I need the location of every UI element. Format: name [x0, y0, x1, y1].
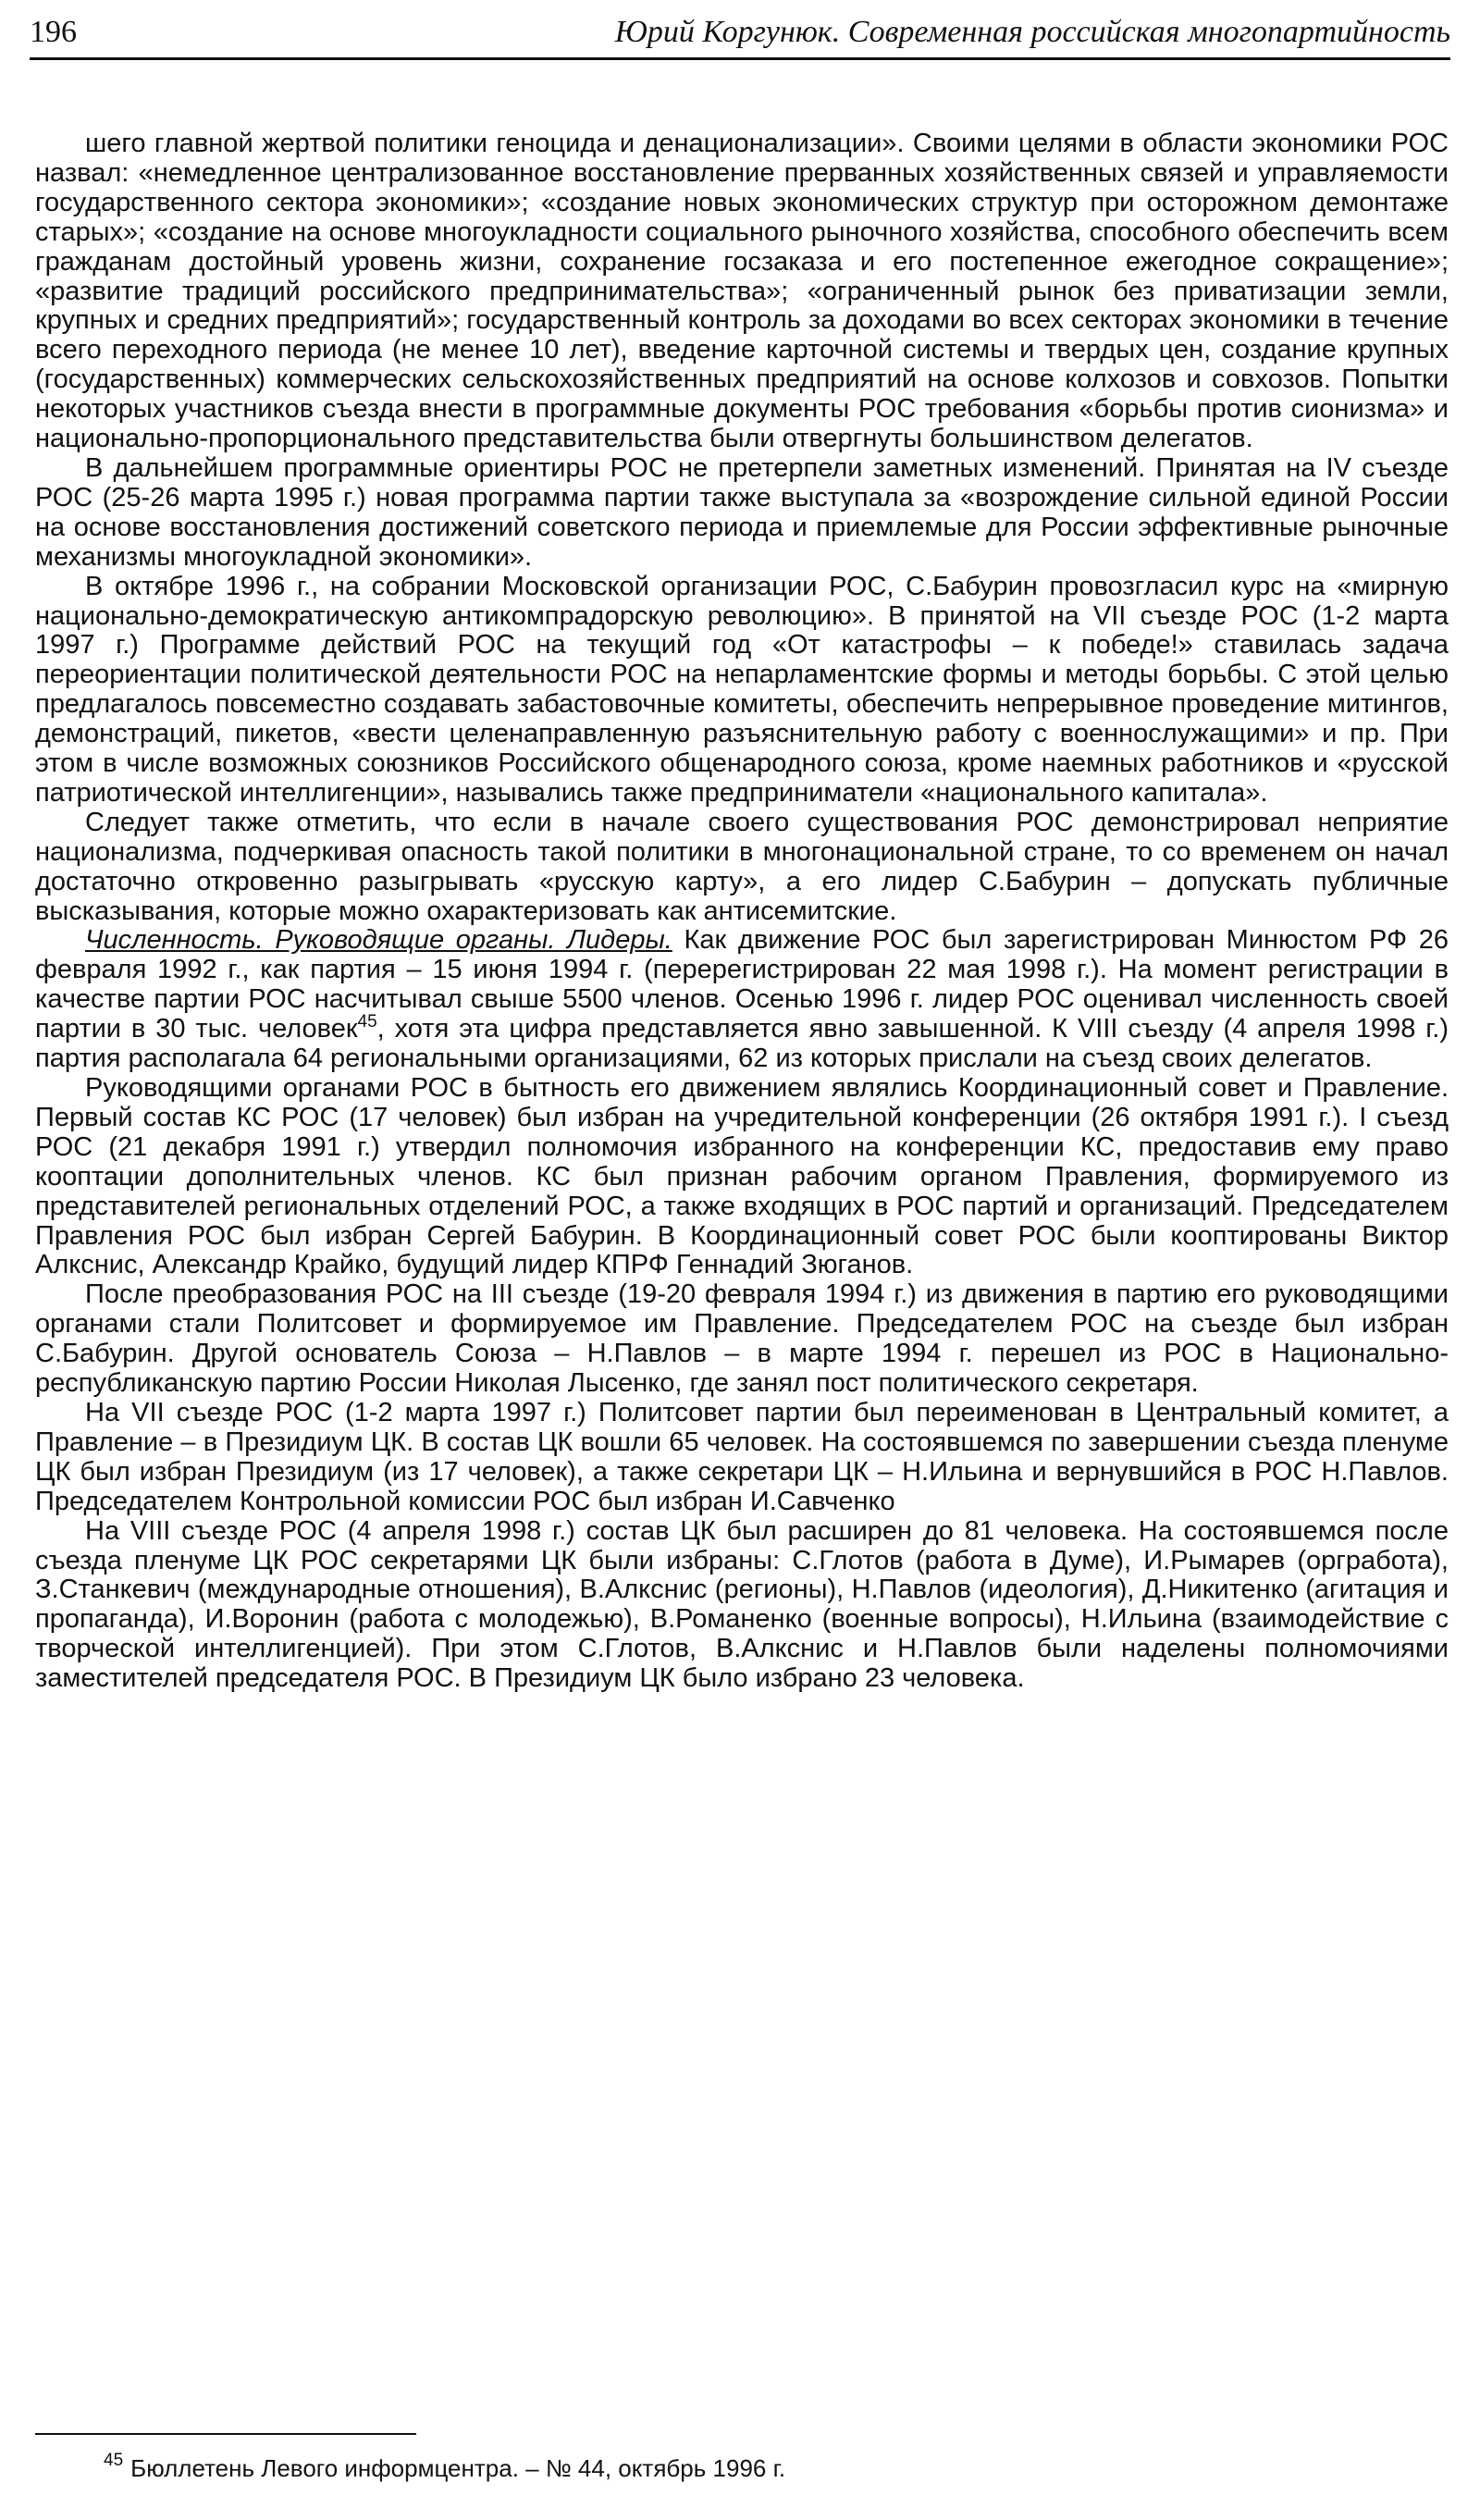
footnote-separator — [35, 2433, 416, 2435]
paragraph-5 — [35, 926, 1449, 1074]
paragraph-8: На VII съезде РОС (1-2 марта 1997 г.) Политсовет партии был переименован в Центральный комитет, а Правление – в Президиум ЦК. В состав ЦК вошли 65 человек. На состоявшемся по завершении съезда пленуме ЦК был избран Президиум (из 17 человек), а также секретари ЦК – Н.Ильина и вернувшийся в РОС Н.Павлов. Председателем Контрольной комиссии РОС был избран И.Савченко — [35, 1397, 1449, 1516]
paragraph-2: В дальнейшем программные ориентиры РОС не претерпели заметных изменений. Принятая на IV съезде РОС (25-26 марта 1995 г.) новая программа партии также выступала за «возрождение сильной единой России на основе восстановления достижений советского периода и приемлемые для России эффективные рыночные механизмы многоукладной экономики». — [35, 452, 1449, 572]
page-header — [30, 13, 1450, 60]
page-number: 196 — [30, 15, 77, 49]
paragraph-5-text-a: Как движение РОС был зарегистрирован Минюстом РФ 26 февраля 1992 г., как партия – 15 июня 1994 г. (перерегистрирован 22 мая 1998 г.). На момент регистрации в качестве партии РОС насчитывал свыше 5500 членов. Осенью 1996 г. лидер РОС оценивал численность своей партии в 30 тыс. человек — [35, 925, 1449, 1044]
footnote — [104, 2453, 1399, 2483]
footnote-text: Бюллетень Левого информцентра. – № 44, октябрь 1996 г. — [130, 2454, 786, 2482]
section-heading-membership: Численность. Руководящие органы. Лидеры. — [85, 925, 672, 956]
paragraph-9: На VIII съезде РОС (4 апреля 1998 г.) состав ЦК был расширен до 81 человека. На состоявшемся после съезда пленуме ЦК РОС секретарями ЦК были избраны: С.Глотов (работа в Думе), И.Рымарев (оргработа), З.Станкевич (международные отношения), В.Алкснис (регионы), Н.Павлов (идеология), Д.Никитенко (агитация и пропаганда), И.Воронин (работа с молодежью), В.Романенко (военные вопросы), Н.Ильина (взаимодействие с творческой интеллигенцией). При этом С.Глотов, В.Алкснис и Н.Павлов были наделены полномочиями заместителей председателя РОС. В Президиум ЦК было избрано 23 человека. — [35, 1515, 1449, 1694]
paragraph-7: После преобразования РОС на III съезде (19-20 февраля 1994 г.) из движения в партию его руководящими органами стали Политсовет и формируемое им Правление. Председателем РОС на съезде был избран С.Бабурин. Другой основатель Союза – Н.Павлов – в марте 1994 г. перешел из РОС в Национально-республиканскую партию России Николая Лысенко, где занял пост политического секретаря. — [35, 1279, 1449, 1399]
paragraph-5-text-b: , хотя эта цифра представляется явно завышенной. К VIII съезду (4 апреля 1998 г.) партия располагала 64 региональными организациями, 62 из которых прислали на съезд своих делегатов. — [35, 1014, 1449, 1074]
footnote-reference[interactable]: 45 — [357, 1012, 377, 1032]
paragraph-6: Руководящими органами РОС в бытность его движением являлись Координационный совет и Правление. Первый состав КС РОС (17 человек) был избран на учредительной конференции (26 октября 1991 г.). I съезд РОС (21 декабря 1991 г.) утвердил полномочия избранного на конференции КС, предоставив ему право кооптации дополнительных членов. КС был признан рабочим органом Правления, формируемого из представителей региональных отделений РОС, а также входящих в РОС партий и организаций. Председателем Правления РОС был избран Сергей Бабурин. В Координационный совет РОС были кооптированы Виктор Алкснис, Александр Крайко, будущий лидер КПРФ Геннадий Зюганов. — [35, 1073, 1449, 1280]
body-text — [35, 130, 1449, 1694]
paragraph-1: шего главной жертвой политики геноцида и денационализации». Своими целями в области экономики РОС назвал: «немедленное централизованное восстановление прерванных хозяйственных связей и управляемости государственного сектора экономики»; «создание новых экономических структур при осторожном демонтаже старых»; «создание на основе многоукладности социального рыночного хозяйства, способного обеспечить всем гражданам достойный уровень жизни, сохранение госзаказа и его постепенное ежегодное сокращение»; «развитие традиций российского предпринимательства»; «ограниченный рынок без приватизации земли, крупных и средних предприятий»; государственный контроль за доходами во всех секторах экономики в течение всего переходного периода (не менее 10 лет), введение карточной системы и твердых цен, создание крупных (государственных) коммерческих сельскохозяйственных предприятий на основе колхозов и совхозов. Попытки некоторых участников съезда внести в программные документы РОС требования «борьбы против сионизма» и национально-пропорционального представительства были отвергнуты большинством делегатов. — [35, 129, 1449, 454]
footnote-number: 45 — [104, 2451, 124, 2470]
paragraph-3: В октябре 1996 г., на собрании Московской организации РОС, С.Бабурин провозгласил курс на «мирную национально-демократическую антикомпрадорскую революцию». В принятой на VII съезде РОС (1-2 марта 1997 г.) Программе действий РОС на текущий год «От катастрофы – к победе!» ставилась задача переориентации политической деятельности РОС на непарламентские формы и методы борьбы. С этой целью предлагалось повсеместно создавать забастовочные комитеты, обеспечить непрерывное проведение митингов, демонстраций, пикетов, «вести целенаправленную разъяснительную работу с военнослужащими» и пр. При этом в числе возможных союзников Российского общенародного союза, кроме наемных работников и «русской патриотической интеллигенции», назывались также предприниматели «национального капитала». — [35, 571, 1449, 808]
running-head: Юрий Коргунюк. Современная российская многопартийность — [614, 15, 1450, 49]
paragraph-4: Следует также отметить, что если в начале своего существования РОС демонстрировал неприятие национализма, подчеркивая опасность такой политики в многонациональной стране, то со временем он начал достаточно откровенно разыгрывать «русскую карту», а его лидер С.Бабурин – допускать публичные высказывания, которые можно охарактеризовать как антисемитские. — [35, 807, 1449, 926]
